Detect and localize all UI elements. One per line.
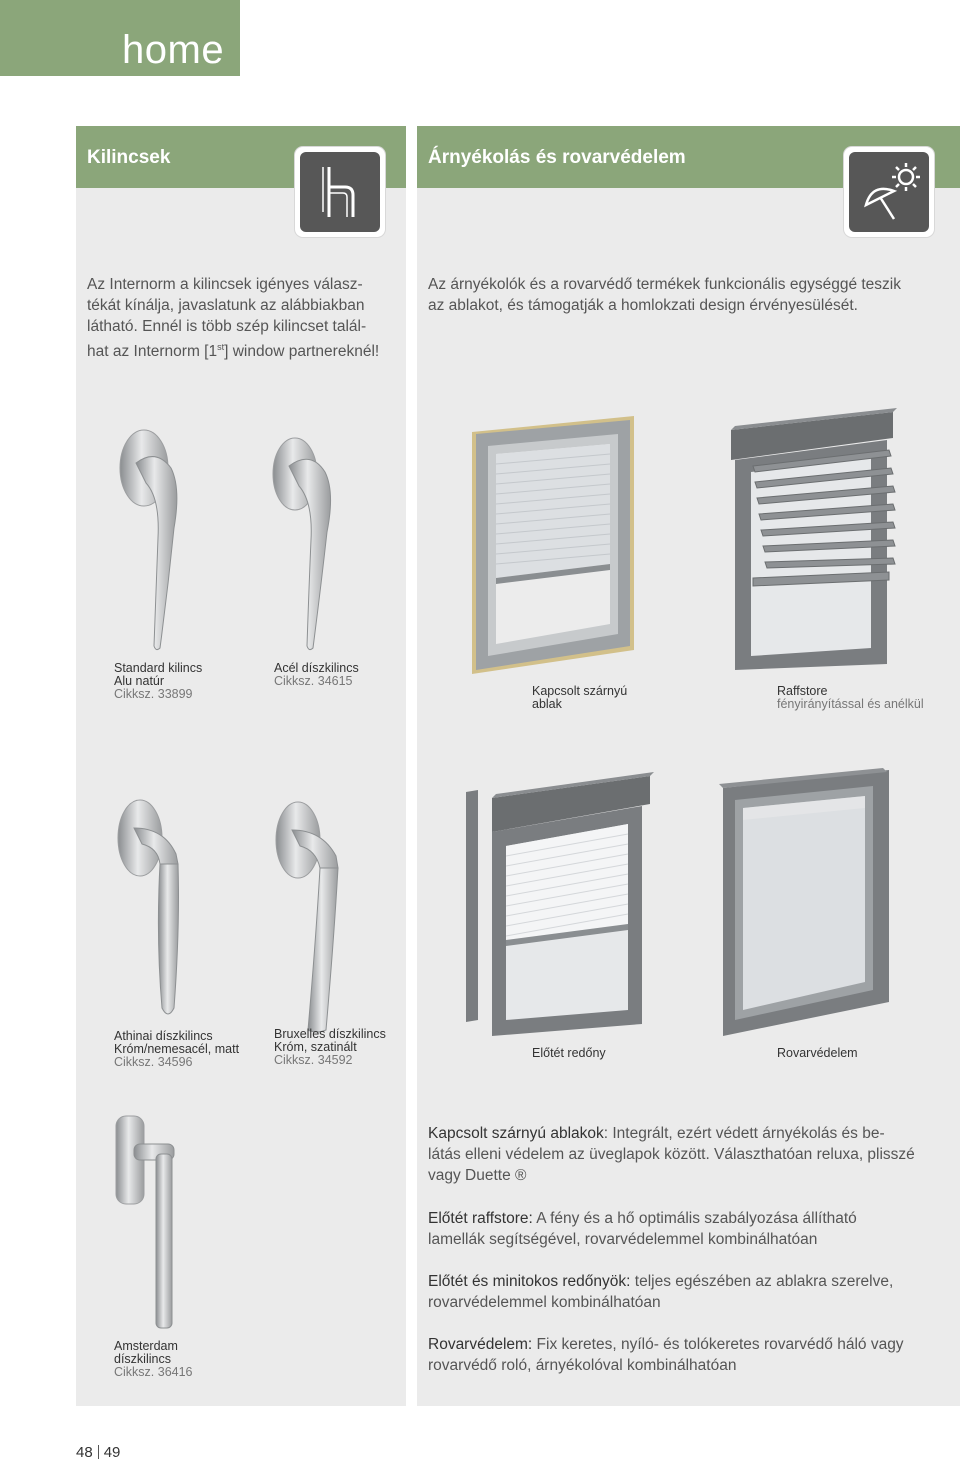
home-tab[interactable]: [0, 0, 240, 76]
description-raffstore: Előtét raffstore: A fény és a hő optimális szabályozása állítható lamellák segítségével, rovarvédelemmel kombinálhatóan: [428, 1210, 857, 1248]
page-numbers: [76, 1444, 120, 1459]
bruxelles-handle-image: [272, 798, 352, 1038]
home-label: home: [122, 28, 225, 72]
amsterdam-handle-image: [106, 1114, 196, 1334]
handles-intro: Az Internorm a kilincsek igényes válasz- tékát kínálja, javaslatunk az alábbiakban látható. Ennél is több szép kilincset talál- hat az Internorm [1st] window partnereknél!: [87, 276, 380, 361]
athinai-handle-image: [114, 798, 194, 1028]
shading-title: Árnyékolás és rovarvédelem: [428, 147, 686, 168]
description-coupled-sash: Kapcsolt szárnyú ablakok: Integrált, ezért védett árnyékolás és be- látás elleni védelem az üveglapok között. Választhatóan reluxa, plisszé vagy Duette ®: [428, 1125, 915, 1184]
handle-caption-2: Acél díszkilincs Cikksz. 34615: [274, 661, 359, 688]
handles-panel: [76, 126, 406, 1406]
roller-shutter-image: [462, 770, 662, 1040]
insect-screen-image: [713, 768, 903, 1040]
coupled-sash-window-image: [462, 412, 642, 676]
handle-caption-1: Standard kilincs Alu natúr Cikksz. 33899: [114, 661, 203, 701]
page-number-right: 49: [103, 1444, 121, 1459]
handles-title: Kilincsek: [87, 147, 171, 168]
raffstore-image: [717, 402, 907, 672]
steel-handle-image: [271, 436, 351, 656]
standard-handle-image: [116, 428, 196, 658]
sun-umbrella-icon: [844, 147, 934, 237]
product-caption-4: Rovarvédelem: [777, 1046, 858, 1060]
handle-caption-3: Athinai díszkilincs Króm/nemesacél, matt Cikksz. 34596: [114, 1029, 240, 1069]
product-caption-1: Kapcsolt szárnyú ablak: [532, 684, 628, 711]
handle-caption-5: Amsterdam díszkilincs Cikksz. 36416: [114, 1339, 193, 1379]
door-handle-icon: [295, 147, 385, 237]
handle-caption-4: Bruxelles díszkilincs Króm, szatinált Cikksz. 34592: [274, 1027, 386, 1067]
shading-intro: Az árnyékolók és a rovarvédő termékek funkcionális egységgé teszik az ablakot, és támogatják a homlokzati design érvényesülését.: [428, 276, 901, 314]
product-caption-3: Előtét redőny: [532, 1046, 606, 1060]
description-roller-shutter: Előtét és minitokos redőnyök: teljes egészében az ablakra szerelve, rovarvédelemmel kombinálhatóan: [428, 1273, 894, 1311]
shading-panel: [417, 126, 960, 1406]
description-insect-screen: Rovarvédelem: Fix keretes, nyíló- és tolókeretes rovarvédő háló vagy rovarvédő roló, árnyékolóval kombinálhatóan: [428, 1336, 904, 1374]
page-number-left: 48: [76, 1444, 93, 1459]
page-number-separator: [98, 1445, 99, 1459]
product-caption-2: Raffstore fényirányítással és anélkül: [777, 684, 924, 711]
